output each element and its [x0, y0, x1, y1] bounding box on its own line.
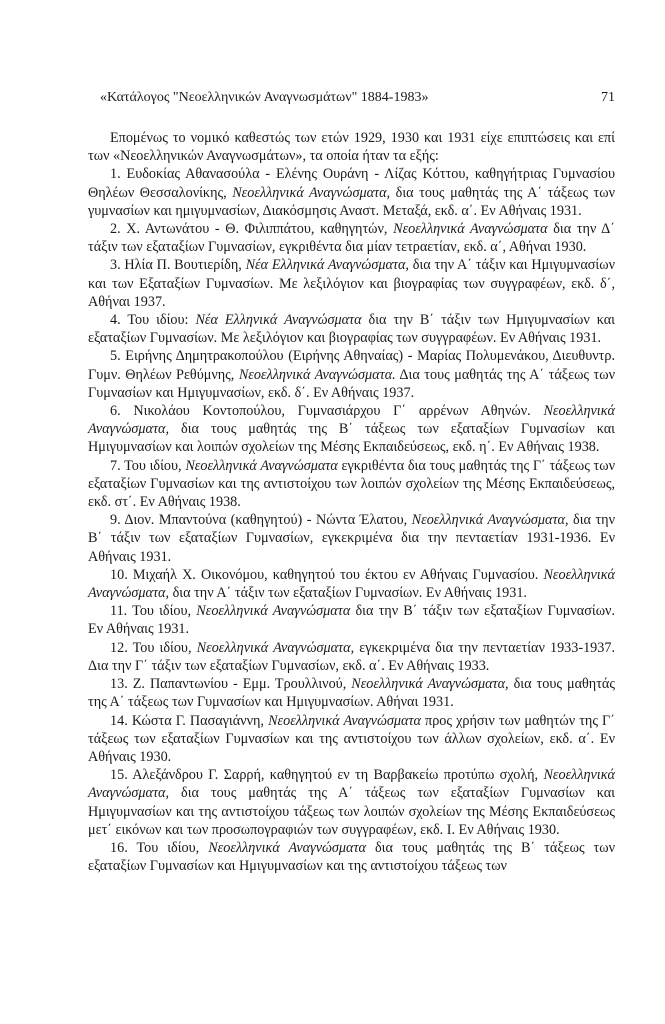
entry-author: 3. Ηλία Π. Βουτιερίδη,	[110, 257, 246, 274]
page-number: 71	[601, 90, 615, 105]
entry-details: δια τους μαθητάς της Β΄ τάξεως των εξαταξίων Γυμνασίων και Ημιγυμνασίων και λοιπών σχολείων της Μέσης Εκπαιδεύσεως, εκδ. η΄. Εν Αθήναις 1938.	[88, 421, 615, 456]
entry-title: Νεοελληνικά Αναγνώσματα,	[232, 184, 391, 201]
entry-details: δια τους μαθητάς της Β΄ τάξεως των εξαταξίων Γυμνασίων και Ημιγυμνασίων και της αντιστοίχου τάξεως των	[88, 839, 616, 875]
bibliography-entry	[88, 675, 615, 711]
bibliography-entry	[88, 256, 615, 311]
entry-title: Νεοελληνικά Αναγνώσματα,	[351, 676, 509, 693]
entry-details: εγκεκριμένα δια την πενταετίαν 1933-1937. Δια την Γ΄ τάξιν των εξαταξίων Γυμνασίων, εκδ. α΄. Εν Αθήναις 1933.	[88, 639, 616, 674]
entry-details: δια την Δ΄ τάξιν των εξαταξίων Γυμνασίων, εγκριθέντα δια μίαν τετραετίαν, εκδ. α΄, Αθήναι 1930.	[88, 221, 615, 256]
entry-title: Νεοελληνικά Αναγνώσματα	[268, 712, 421, 729]
running-title: «Κατάλογος "Νεοελληνικών Αναγνωσμάτων" 1884-1983»	[100, 90, 429, 105]
entry-details: δια τους μαθητάς της Α΄ τάξεως των εξαταξίων Γυμνασίων και Ημιγυμνασίων και της αντιστοίχου τάξεως των λοιπών σχολείων της Μέσης Εκπαιδεύσεως μετ΄ εικόνων και των προσωπογραφιών των συγγραφέων, εκδ. Ι. Εν Αθήναις 1930.	[88, 785, 615, 838]
bibliography-entry	[88, 602, 615, 638]
entry-title: Νεοελληνικά Αναγνώσματα	[185, 457, 338, 474]
entry-author: 11. Του ιδίου,	[110, 603, 197, 620]
bibliography-entry	[88, 402, 615, 457]
bibliography-entry	[88, 712, 615, 767]
entry-details: δια την Α΄ τάξιν και Ημιγυμνασίων και των Εξαταξίων Γυμνασίων. Με λεξιλόγιον και βιογραφίας των συγγραφέων, εκδ. δ΄, Αθήναι 1937.	[88, 257, 615, 310]
entry-author: 7. Του ιδίου,	[110, 457, 186, 474]
bibliography-entry	[88, 839, 615, 875]
entry-details: Δια τους μαθητάς της Α΄ τάξεως των Γυμνασίων και Ημιγυμνασίων, εκδ. δ΄. Εν Αθήναις 1937.	[88, 366, 615, 401]
bibliography-entry	[88, 766, 615, 839]
entry-details: δια την Β΄ τάξιν των Ημιγυμνασίων και εξαταξίων Γυμνασίων. Με λεξιλόγιον και βιογραφίας των συγγραφέων. Εν Αθήναις 1931.	[88, 312, 615, 347]
entry-author: 10. Μιχαήλ Χ. Οικονόμου, καθηγητού του έκτου εν Αθήναις Γυμνασίου.	[110, 566, 544, 583]
bibliography-entry	[88, 457, 615, 512]
entry-title: Νεοελληνικά Αναγνώσματα	[196, 603, 351, 620]
entry-details: δια τους μαθητάς της Α΄ τάξεως των γυμνασίων και ημιγυμνασίων, Διακόσμησις Αναστ. Μεταξά, εκδ. α΄. Εν Αθήναις 1931.	[88, 184, 615, 219]
bibliography-entry	[88, 347, 615, 402]
entry-details: εγκριθέντα δια τους μαθητάς της Γ΄ τάξεως των εξαταξίων Γυμνασίων και της αντιστοίχου των λοιπών σχολείων της Μέσης Εκπαιδεύσεως, εκδ. στ΄. Εν Αθήναις 1938.	[88, 457, 615, 511]
entry-author: 5. Ειρήνης Δημητρακοπούλου (Ειρήνης Αθηναίας) - Μαρίας Πολυμενάκου, Διευθυντρ. Γυμν. Θηλέων Ρεθύμνης,	[88, 348, 615, 383]
entry-list	[88, 165, 615, 875]
entry-title: Νεοελληνικά Αναγνώσματα	[393, 221, 548, 238]
entry-title: Νεοελληνικά Αναγνώσματα,	[411, 512, 569, 529]
entry-author: 15. Αλεξάνδρου Γ. Σαρρή, καθηγητού εν τη Βαρβακείω προτύπω σχολή,	[110, 767, 544, 784]
bibliography-entry	[88, 220, 615, 256]
entry-title: Νεοελληνικά Αναγνώσματα,	[88, 566, 615, 602]
page-body	[88, 129, 615, 875]
bibliography-entry	[88, 566, 615, 602]
entry-title: Νεοελληνικά Αναγνώσματα,	[88, 403, 615, 438]
entry-details: δια την Α΄ τάξιν των εξαταξίων Γυμνασίων. Εν Αθήναις 1931.	[169, 585, 527, 602]
entry-title: Νεοελληνικά Αναγνώσματα	[208, 839, 367, 856]
entry-details: προς χρήσιν των μαθητών της Γ΄ τάξεως των εξαταξίων Γυμνασίων και της αντιστοίχου των άλλων σχολείων, εκδ. α΄. Εν Αθήναις 1930.	[88, 712, 615, 765]
entry-title: Νεοελληνικά Αναγνώσματα,	[196, 639, 355, 656]
entry-author: 12. Του ιδίου,	[110, 639, 197, 656]
entry-author: 13. Ζ. Παπαντωνίου - Εμμ. Τρουλλινού,	[110, 676, 352, 693]
intro-paragraph: Επομένως το νομικό καθεστώς των ετών 1929, 1930 και 1931 είχε επιπτώσεις και επί των «Νεοελληνικών Αναγνωσμάτων», τα οποία ήταν τα εξής:	[88, 130, 615, 165]
entry-title: Νέα Ελληνικά Αναγνώσματα	[195, 312, 362, 329]
entry-title: Νεοελληνικά Αναγνώσματα,	[88, 767, 615, 802]
bibliography-entry	[88, 165, 615, 220]
entry-author: 4. Του ιδίου:	[110, 312, 196, 329]
entry-details: δια τους μαθητάς της Α΄ τάξεως των Γυμνασίων και Ημιγυμνασίων. Αθήναι 1931.	[88, 676, 615, 711]
entry-title: Νεοελληνικά Αναγνώσματα.	[238, 366, 396, 383]
entry-title: Νέα Ελληνικά Αναγνώσματα,	[245, 257, 409, 274]
running-header	[100, 90, 615, 106]
bibliography-entry	[88, 511, 615, 566]
entry-author: 14. Κώστα Γ. Πασαγιάννη,	[110, 712, 269, 729]
entry-author: 1. Ευδοκίας Αθανασούλα - Ελένης Ουράνη - Λίζας Κόττου, καθηγήτριας Γυμνασίου Θηλέων Θεσσαλονίκης,	[88, 166, 615, 201]
bibliography-entry	[88, 639, 615, 675]
entry-details: δια την Β΄ τάξιν των εξαταξίων Γυμνασίων, εγκεκριμένα δια την πενταετίαν 1931-1936. Εν Αθήναις 1931.	[88, 512, 615, 565]
entry-details: δια την Β΄ τάξιν των εξαταξίων Γυμνασίων. Εν Αθήναις 1931.	[88, 603, 616, 638]
entry-author: 6. Νικολάου Κοντοπούλου, Γυμνασιάρχου Γ΄ αρρένων Αθηνών.	[110, 403, 544, 420]
entry-author: 2. Χ. Αντωνάτου - Θ. Φιλιππάτου, καθηγητών,	[110, 221, 394, 238]
entry-author: 16. Του ιδίου,	[110, 839, 209, 856]
entry-author: 9. Διον. Μπαντούνα (καθηγητού) - Νώντα Έλατου,	[110, 512, 412, 529]
bibliography-entry	[88, 311, 615, 347]
